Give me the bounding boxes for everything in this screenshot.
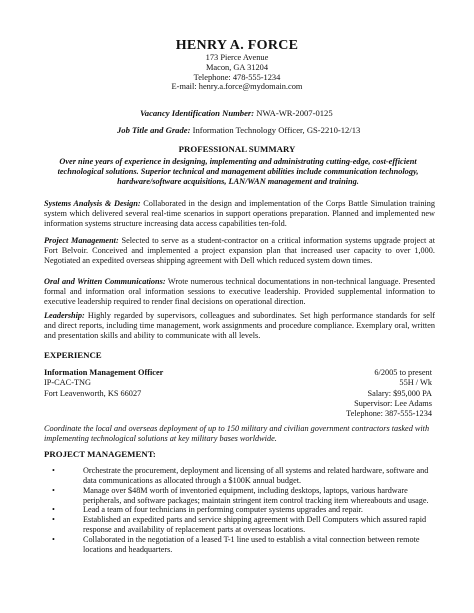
skill-lead: Leadership: (44, 311, 85, 320)
bullet-text: Orchestrate the procurement, deployment and licensing of all systems and related hardware, software and data communications as allocated through a $100K annual budget. (83, 466, 429, 485)
contact-block (0, 53, 474, 92)
list-item (44, 505, 434, 515)
list-item (44, 466, 434, 486)
vacancy-line (140, 109, 333, 119)
project-bullet-list (44, 466, 434, 555)
job-title-line (117, 126, 360, 136)
skill-lead: Project Management: (44, 236, 119, 245)
job-info-left (44, 368, 163, 399)
job-telephone: Telephone: 387-555-1234 (346, 409, 432, 419)
bullet-text: Collaborated in the negotiation of a leased T-1 line used to establish a vital connection between remote locations and headquarters. (83, 534, 420, 554)
skill-paragraph (44, 199, 435, 229)
list-item (44, 515, 434, 535)
job-location: Fort Leavenworth, KS 66027 (44, 388, 142, 398)
job-dates: 6/2005 to present (374, 368, 432, 377)
skill-paragraph (44, 311, 435, 341)
bullet-icon: • (52, 534, 55, 544)
list-item (44, 535, 434, 555)
job-title: Information Management Officer (44, 368, 164, 377)
telephone: Telephone: 478-555-1234 (193, 72, 281, 82)
skill-text: Collaborated in the design and implementation of the Corps Battle Simulation training system which delivered several real-time scenarios in support operations preparation. Planned and implemented new information systems structure increasing data access capabilities ten-fold. (44, 199, 436, 228)
job-info-right (346, 368, 432, 419)
bullet-text: Established an expedited parts and service shipping agreement with Dell Computers which assured rapid response and availability of replacement parts at overseas locations. (83, 515, 427, 535)
job-title-label: Job Title and Grade: (117, 125, 191, 135)
experience-heading: EXPERIENCE (44, 350, 102, 360)
bullet-icon: • (52, 485, 55, 495)
bullet-icon: • (52, 515, 55, 525)
summary-intro: Over nine years of experience in designing, implementing and administrating cutting-edge, cost-efficient technological solutions. Superior technical and management abilities include communication technology, hardware/software acquisitions, LAN/WAN management and training. (57, 157, 419, 186)
skill-lead: Systems Analysis & Design: (44, 199, 141, 208)
skill-text: Selected to serve as a student-contractor on a critical information systems upgrade project at Fort Belvoir. Conceived and implemented a project expansion plan that increased user capacity to over 1,000. Negotiated an expedited overseas shipping agreement with Dell which reduced system down times. (44, 236, 436, 265)
skill-lead: Oral and Written Communications: (44, 277, 166, 286)
job-org: IP-CAC-TNG (44, 378, 92, 388)
summary-heading: PROFESSIONAL SUMMARY (178, 144, 296, 154)
job-title-value: Information Technology Officer, GS-2210-12/13 (190, 125, 361, 135)
bullet-icon: • (52, 466, 55, 475)
email: E-mail: henry.a.force@mydomain.com (171, 82, 303, 92)
job-coordination: Coordinate the local and overseas deployment of up to 150 military and civilian government contractors tasked with implementing technological solutions at key military bases worldwide. (44, 424, 430, 443)
bullet-icon: • (52, 505, 55, 515)
applicant-name: HENRY A. FORCE (175, 38, 299, 53)
job-hours: 55H / Wk (399, 378, 432, 388)
skill-paragraph (44, 277, 435, 307)
job-supervisor: Supervisor: Lee Adams (354, 398, 432, 408)
bullet-text: Lead a team of four technicians in performing computer systems upgrades and repair. (83, 505, 363, 515)
list-item (44, 486, 434, 506)
bullet-text: Manage over $48M worth of inventoried equipment, including desktops, laptops, various hardware peripherals, and software packages; maintain stringent item control tracking item whereabouts and usage. (83, 485, 429, 505)
skill-text: Highly regarded by supervisors, colleagues and subordinates. Set high performance standards for self and direct reports, including time management, work assignments and procedure compliance. Exemplary oral, written and presentation skills and ability to communicate with all levels. (44, 311, 435, 340)
skill-paragraph (44, 236, 435, 266)
job-salary: Salary: $95,000 PA (367, 388, 432, 398)
address-line-2: Macon, GA 31204 (205, 62, 269, 72)
project-management-heading: PROJECT MANAGEMENT: (44, 449, 156, 459)
skill-text: Wrote numerous technical documentations in non-technical language. Presented formal and information oral information sessions to executive leadership. Provided supplemental information to executive leadership required to render final decisions on operational direction. (44, 277, 435, 306)
vacancy-label: Vacancy Identification Number: (140, 108, 255, 118)
vacancy-value: NWA-WR-2007-0125 (254, 108, 333, 118)
address-line-1: 173 Pierce Avenue (205, 53, 269, 62)
